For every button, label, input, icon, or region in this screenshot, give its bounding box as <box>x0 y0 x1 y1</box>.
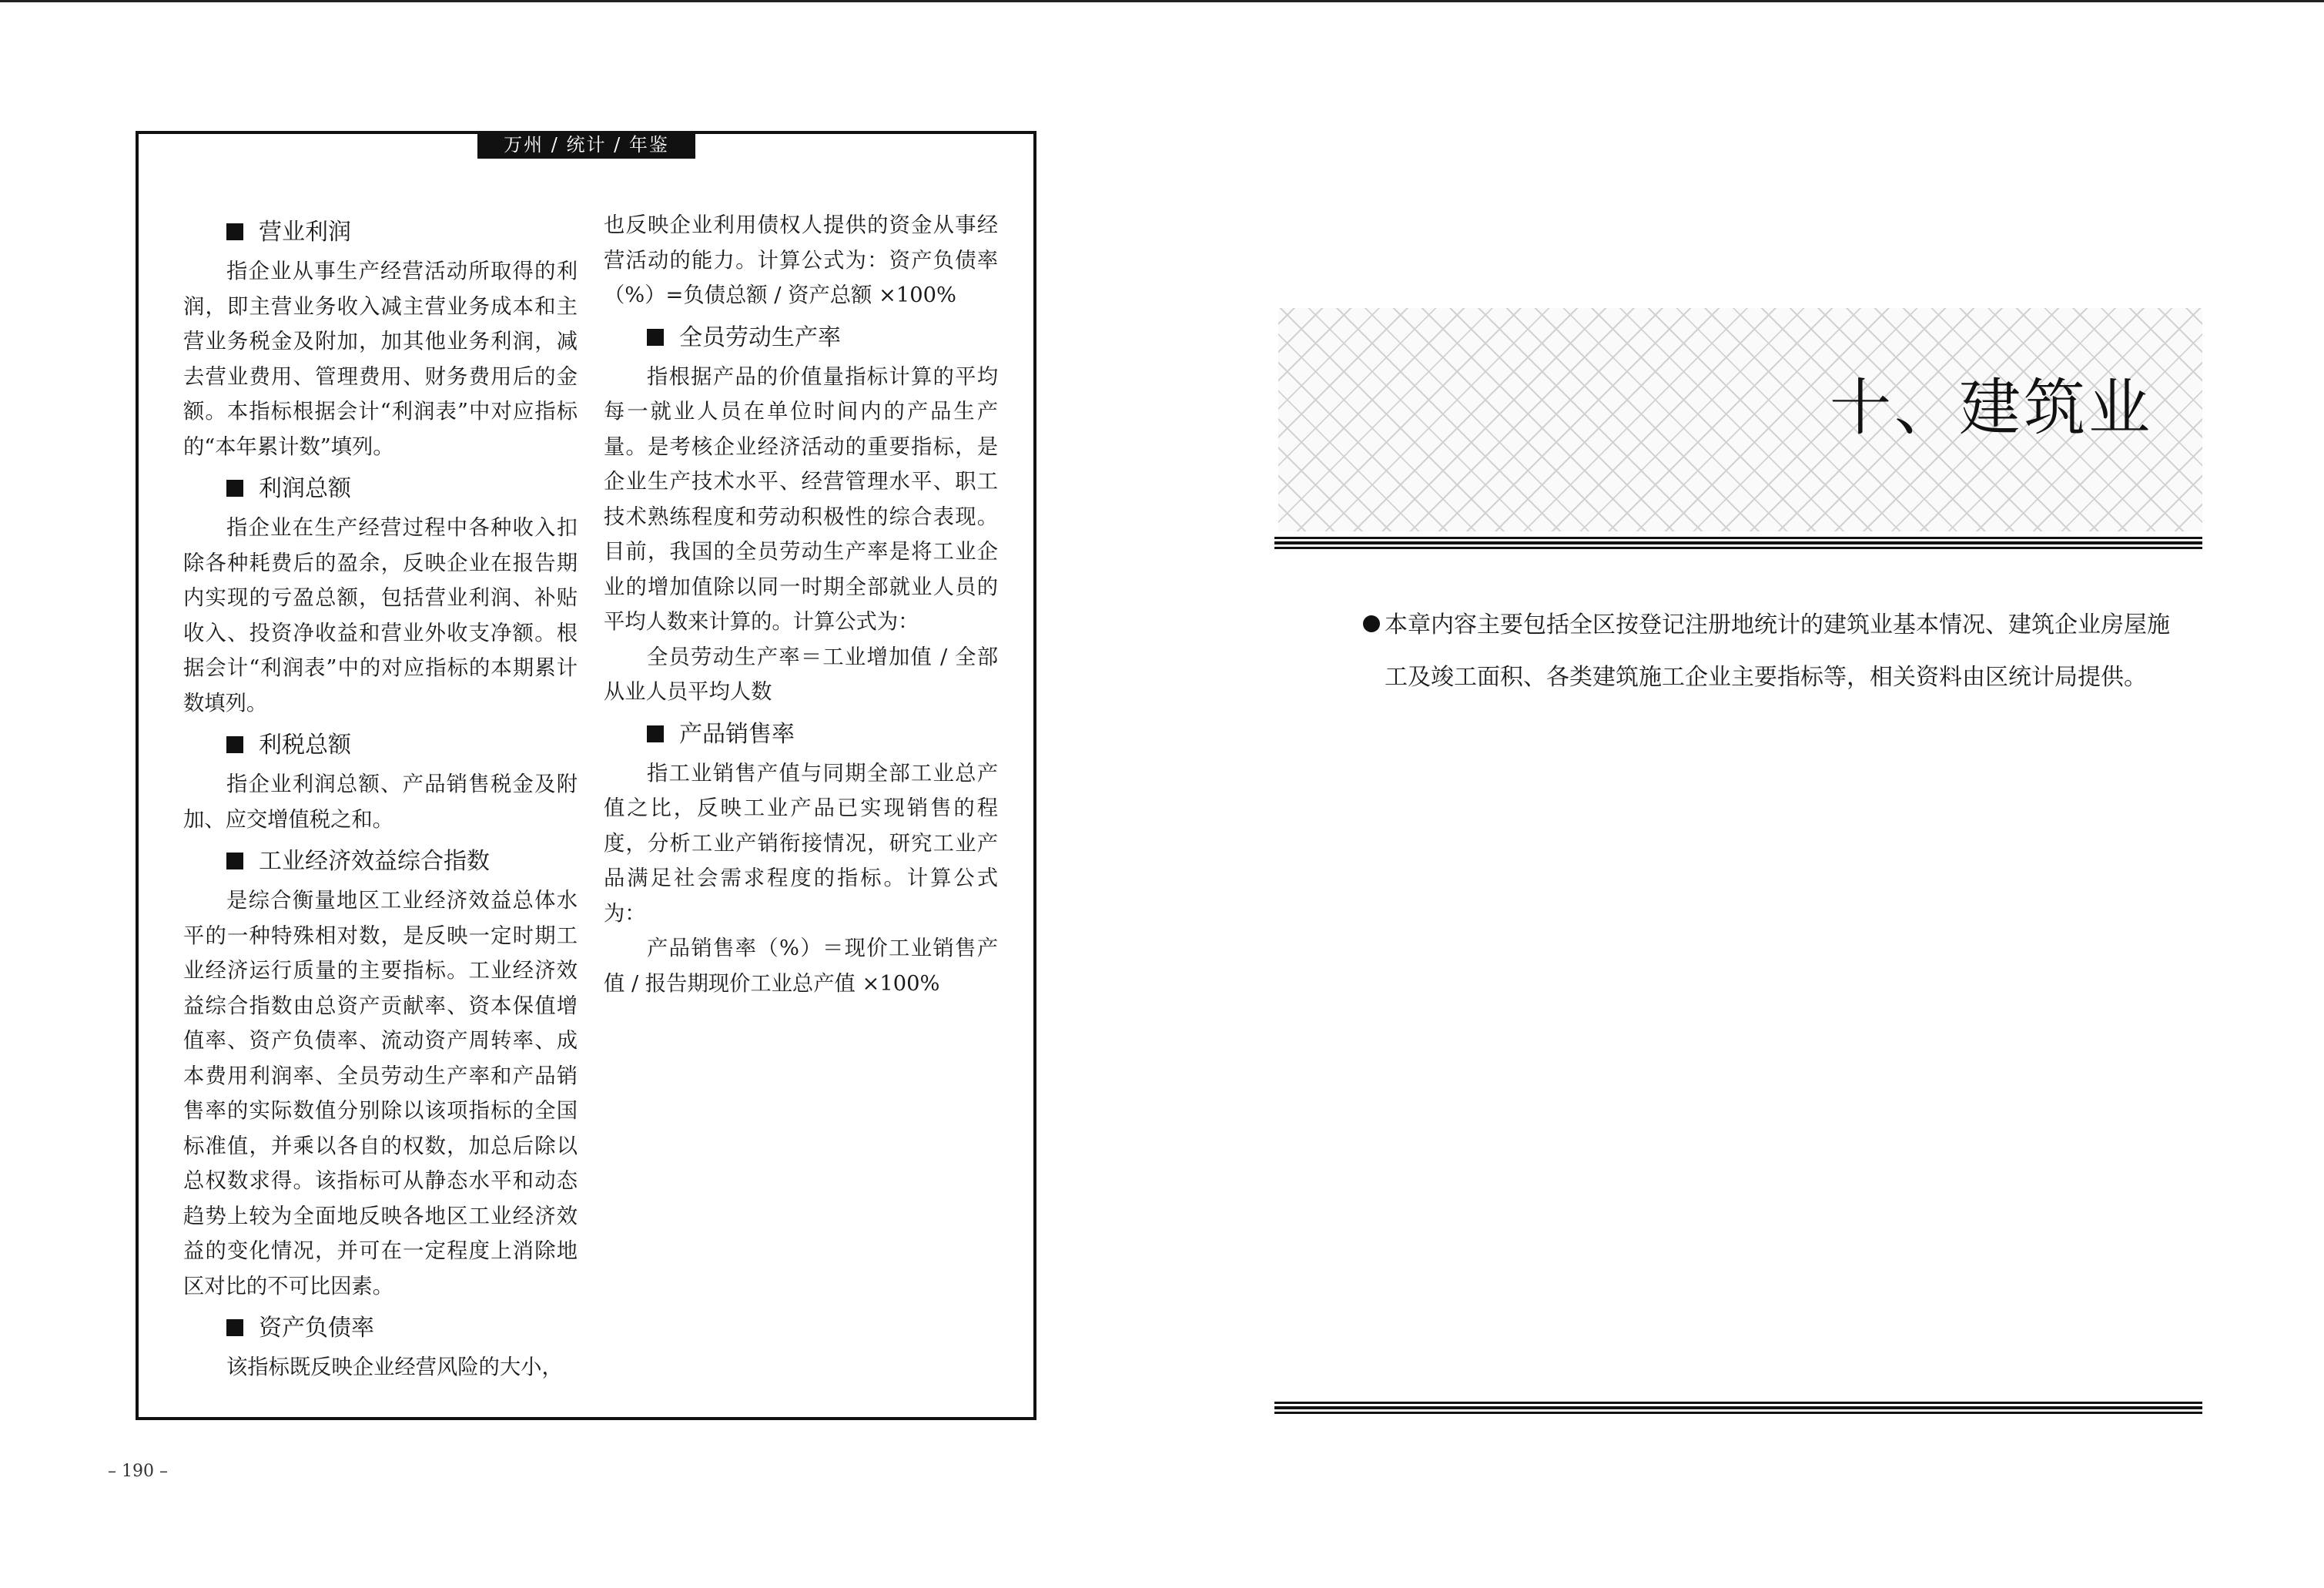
formula: 全员劳动生产率＝工业增加值 / 全部从业人员平均人数 <box>604 645 998 704</box>
left-column-1 <box>183 208 578 1385</box>
bullet-icon <box>1363 615 1380 632</box>
section-heading: 利润总额 <box>183 472 578 506</box>
black-square-icon <box>226 736 243 753</box>
banner-rule <box>1274 537 2202 549</box>
section-heading: 资产负债率 <box>183 1312 578 1345</box>
left-column-2 <box>604 208 998 1001</box>
formula: 产品销售率（%）＝现价工业销售产值 / 报告期现价工业总产值 ×100% <box>604 936 998 996</box>
chapter-banner <box>1278 308 2202 531</box>
section-body-continued: 也反映企业利用债权人提供的资金从事经营活动的能力。计算公式为：资产负债率（%）=负债总额 / 资产总额 ×100% <box>604 213 998 307</box>
page-number: – 190 – <box>108 1462 168 1481</box>
black-square-icon <box>226 1319 243 1336</box>
section-body: 指企业从事生产经营活动所取得的利润，即主营业务收入减主营业务成本和主营业务税金及附加，加其他业务利润，减去营业费用、管理费用、财务费用后的金额。本指标根据会计“利润表”中对应指标的“本年累计数”填列。 <box>183 260 578 459</box>
chapter-title: 十、建筑业 <box>1830 372 2153 444</box>
section-body: 该指标既反映企业经营风险的大小， <box>226 1355 563 1379</box>
chapter-intro: 本章内容主要包括全区按登记注册地统计的建筑业基本情况、建筑企业房屋施工及竣工面积、各类建筑施工企业主要指标等，相关资料由区统计局提供。 <box>1363 599 2170 704</box>
section-heading: 全员劳动生产率 <box>604 321 998 355</box>
section-heading: 利税总额 <box>183 729 578 762</box>
section-body: 指工业销售产值与同期全部工业总产值之比，反映工业产品已实现销售的程度，分析工业产销衔接情况，研究工业产品满足社会需求程度的指标。计算公式为： <box>604 761 998 926</box>
top-edge-rule <box>0 0 2324 2</box>
section-heading: 产品销售率 <box>604 718 998 752</box>
black-square-icon <box>226 853 243 869</box>
black-square-icon <box>647 329 664 346</box>
section-heading: 营业利润 <box>183 216 578 250</box>
section-body: 指企业利润总额、产品销售税金及附加、应交增值税之和。 <box>183 772 578 832</box>
black-square-icon <box>647 725 664 742</box>
section-heading: 工业经济效益综合指数 <box>183 845 578 879</box>
section-body: 指根据产品的价值量指标计算的平均每一就业人员在单位时间内的产品生产量。是考核企业经济活动的重要指标，是企业生产技术水平、经营管理水平、职工技术熟练程度和劳动积极性的综合表现。目前，我国的全员劳动生产率是将工业企业的增加值除以同一时期全部就业人员的平均人数来计算的。计算公式为： <box>604 364 998 634</box>
section-body: 是综合衡量地区工业经济效益总体水平的一种特殊相对数，是反映一定时期工业经济运行质量的主要指标。工业经济效益综合指数由总资产贡献率、资本保值增值率、资产负债率、流动资产周转率、成本费用利润率、全员劳动生产率和产品销售率的实际数值分别除以该项指标的全国标准值，并乘以各自的权数，加总后除以总权数求得。该指标可从静态水平和动态趋势上较为全面地反映各地区工业经济效益的变化情况，并可在一定程度上消除地区对比的不可比因素。 <box>183 889 578 1298</box>
bottom-rule <box>1274 1402 2202 1414</box>
running-header-tag: 万州 / 统计 / 年鉴 <box>477 131 695 159</box>
black-square-icon <box>226 223 243 240</box>
section-body: 指企业在生产经营过程中各种收入扣除各种耗费后的盈余，反映企业在报告期内实现的亏盈总额，包括营业利润、补贴收入、投资净收益和营业外收支净额。根据会计“利润表”中的对应指标的本期累计数填列。 <box>183 516 578 715</box>
black-square-icon <box>226 480 243 497</box>
